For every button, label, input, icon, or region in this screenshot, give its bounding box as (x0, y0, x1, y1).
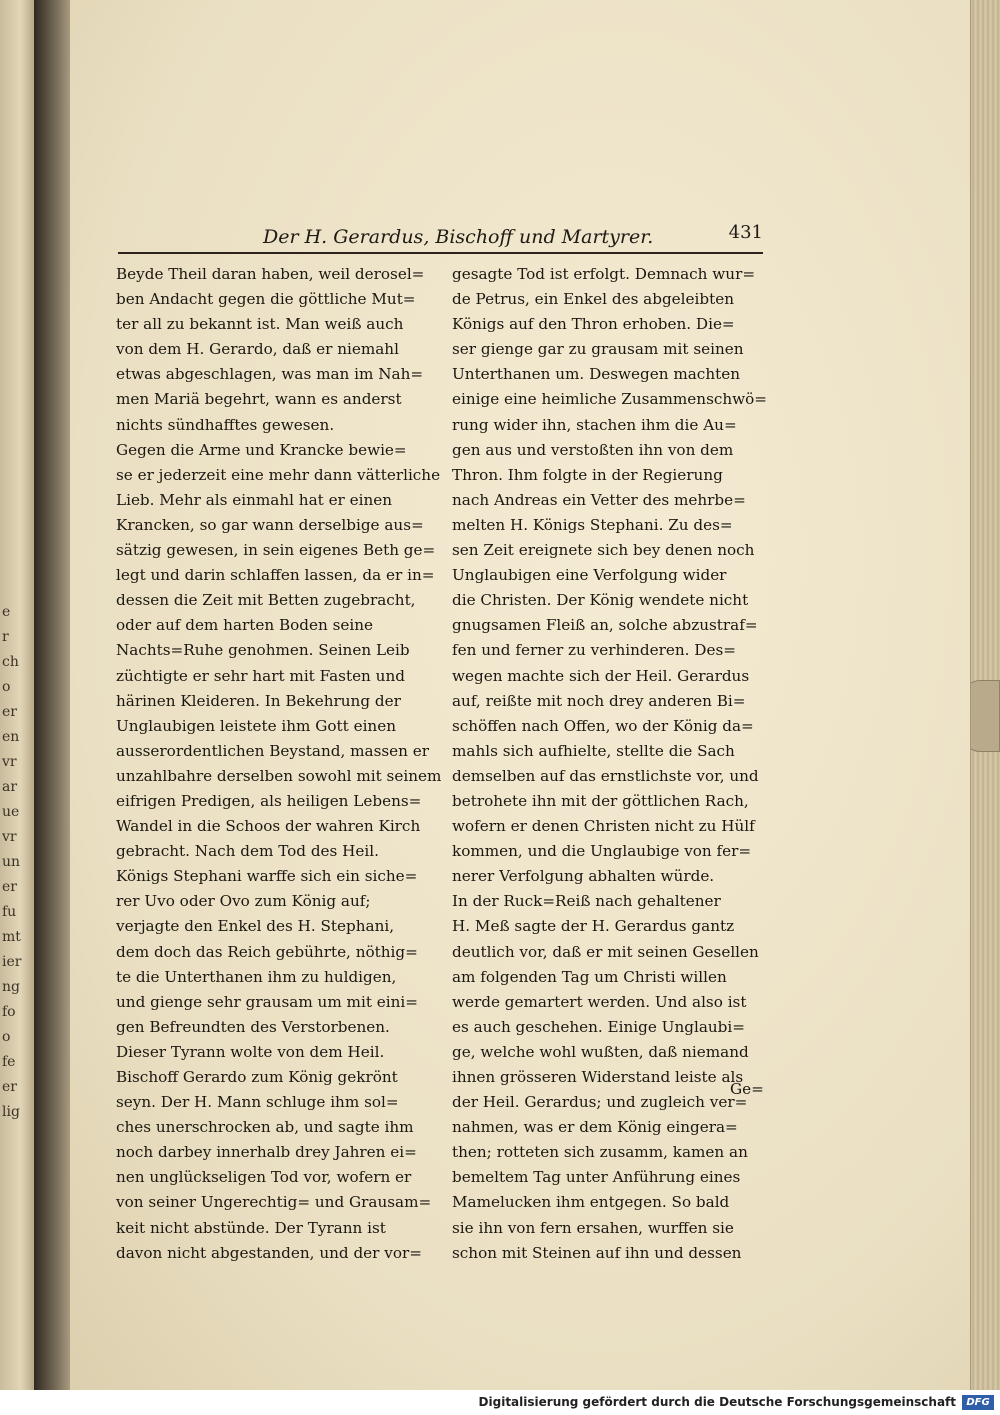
text-line: ches unerschrocken ab, und sagte ihm (116, 1118, 414, 1137)
catchword: Ge= (730, 1080, 764, 1098)
footer-bar (0, 1390, 1000, 1415)
facing-page-fragment: un (2, 854, 21, 870)
facing-page-fragment: ch (2, 654, 19, 670)
text-line: sie ihn von fern ersahen, wurffen sie (452, 1218, 734, 1237)
facing-page-fragment: ier (2, 954, 22, 970)
text-line: einige eine heimliche Zusammenschwö= (452, 390, 768, 409)
text-line: der Heil. Gerardus; und zugleich ver= (452, 1093, 748, 1112)
text-line: Wandel in die Schoos der wahren Kirch (116, 817, 421, 836)
text-line: nen unglückseligen Tod vor, wofern er (116, 1168, 412, 1187)
text-line: noch darbey innerhalb drey Jahren ei= (116, 1143, 417, 1162)
text-line: Bischoff Gerardo zum König gekrönt (116, 1068, 398, 1086)
text-line: Dieser Tyrann wolte von dem Heil. (116, 1042, 385, 1061)
text-line: Krancken, so gar wann derselbige aus= (116, 515, 424, 534)
text-line: nichts sündhafftes gewesen. (116, 415, 335, 434)
text-line: Unglaubigen eine Verfolgung wider (452, 566, 727, 585)
text-line: davon nicht abgestanden, und der vor= (116, 1243, 422, 1262)
text-line: fen und ferner zu verhinderen. Des= (452, 641, 736, 660)
facing-page-fragment: en (2, 729, 20, 745)
text-line: se er jederzeit eine mehr dann vätterliche (116, 465, 441, 484)
text-line: ser gienge gar zu grausam mit seinen (452, 340, 744, 359)
facing-page-fragment: fe (2, 1054, 16, 1070)
text-line: Nachts=Ruhe genohmen. Seinen Leib (116, 641, 410, 660)
text-line: demselben auf das ernstlichste vor, und (452, 766, 759, 785)
text-line: rung wider ihn, stachen ihm die Au= (452, 415, 737, 434)
text-line: betrohete ihn mit der göttlichen Rach, (452, 791, 749, 810)
facing-page-fragment: vr (2, 754, 17, 770)
facing-page-fragment: er (2, 704, 17, 720)
text-line: Unterthanen um. Deswegen machten (452, 365, 740, 384)
text-line: gen Befreundten des Verstorbenen. (116, 1017, 390, 1036)
text-line: In der Ruck=Reiß nach gehaltener (452, 892, 721, 911)
text-line: von dem H. Gerardo, daß er niemahl (116, 340, 399, 359)
facing-page-fragment: e (2, 604, 11, 620)
page-number: 431 (728, 222, 763, 243)
text-line: ter all zu bekannt ist. Man weiß auch (116, 315, 404, 334)
text-line: es auch geschehen. Einige Unglaubi= (452, 1017, 745, 1036)
text-line: deutlich vor, daß er mit seinen Gesellen (452, 942, 759, 961)
text-line: sätzig gewesen, in sein eigenes Beth ge= (116, 541, 436, 560)
text-line: men Mariä begehrt, wann es anderst (116, 390, 402, 409)
text-line: te die Unterthanen ihm zu huldigen, (116, 967, 397, 986)
facing-page-fragment: o (2, 679, 11, 695)
running-head: Der H. Gerardus, Bischoff und Martyrer. (263, 226, 654, 248)
text-line: melten H. Königs Stephani. Zu des= (452, 515, 733, 534)
text-line: gesagte Tod ist erfolgt. Demnach wur= (452, 265, 756, 283)
text-line: dem doch das Reich gebührte, nöthig= (116, 942, 418, 961)
text-line: eifrigen Predigen, als heiligen Lebens= (116, 791, 422, 810)
text-line: Thron. Ihm folgte in der Regierung (452, 465, 723, 484)
text-line: Königs Stephani warffe sich ein siche= (116, 867, 418, 886)
facing-page-fragments (2, 600, 32, 1125)
facing-page-fragment: o (2, 1029, 11, 1045)
text-line: ausserordentlichen Beystand, massen er (116, 741, 429, 760)
facing-page-fragment: fo (2, 1004, 16, 1020)
text-line: nerer Verfolgung abhalten würde. (452, 867, 715, 886)
text-line: härinen Kleideren. In Bekehrung der (116, 691, 401, 710)
text-line: von seiner Ungerechtig= und Grausam= (116, 1193, 432, 1212)
text-line: bemeltem Tag unter Anführung eines (452, 1168, 741, 1187)
text-line: und gienge sehr grausam um mit eini= (116, 992, 418, 1011)
text-line: Königs auf den Thron erhoben. Die= (452, 315, 735, 334)
text-line: schöffen nach Offen, wo der König da= (452, 716, 754, 735)
text-line: ihnen grösseren Widerstand leiste als (452, 1068, 744, 1086)
text-line: gebracht. Nach dem Tod des Heil. (116, 842, 379, 861)
facing-page-fragment: r (2, 629, 9, 645)
text-line: gnugsamen Fleiß an, solche abzustraf= (452, 616, 758, 635)
text-line: Unglaubigen leistete ihm Gott einen (116, 716, 396, 735)
facing-page-fragment: vr (2, 829, 17, 845)
text-line: ge, welche wohl wußten, daß niemand (452, 1042, 749, 1061)
text-line: Lieb. Mehr als einmahl hat er einen (116, 490, 393, 509)
text-line: verjagte den Enkel des H. Stephani, (116, 917, 395, 936)
text-line: unzahlbahre derselben sowohl mit seinem (116, 766, 442, 785)
page-header (118, 222, 763, 254)
text-line: Mamelucken ihm entgegen. So bald (452, 1193, 730, 1212)
facing-page-fragment: ar (2, 779, 18, 795)
text-line: legt und darin schlaffen lassen, da er in= (116, 566, 435, 585)
dfg-logo: DFG (962, 1395, 994, 1410)
text-line: gen aus und verstoßten ihn von dem (452, 440, 734, 459)
facing-page-fragment: er (2, 1079, 17, 1095)
facing-page-fragment: ue (2, 804, 20, 820)
text-line: etwas abgeschlagen, was man im Nah= (116, 365, 424, 384)
text-line: Beyde Theil daran haben, weil derosel= (116, 265, 425, 283)
text-line: de Petrus, ein Enkel des abgeleibten (452, 290, 734, 309)
facing-page-fragment: lig (2, 1104, 20, 1120)
text-line: die Christen. Der König wendete nicht (452, 591, 749, 610)
text-line: schon mit Steinen auf ihn und dessen (452, 1243, 742, 1262)
left-text-column (116, 262, 446, 1266)
text-line: nahmen, was er dem König eingera= (452, 1118, 738, 1137)
text-line: dessen die Zeit mit Betten zugebracht, (116, 591, 416, 610)
facing-page-edge (0, 0, 34, 1390)
text-line: then; rotteten sich zusamm, kamen an (452, 1143, 748, 1162)
facing-page-fragment: ng (2, 979, 20, 995)
text-line: wofern er denen Christen nicht zu Hülf (452, 817, 755, 836)
text-line: seyn. Der H. Mann schluge ihm sol= (116, 1093, 399, 1112)
facing-page-fragment: fu (2, 904, 17, 920)
right-text-column (452, 262, 782, 1266)
text-line: wegen machte sich der Heil. Gerardus (452, 666, 750, 685)
text-line: auf, reißte mit noch drey anderen Bi= (452, 691, 746, 710)
text-line: rer Uvo oder Ovo zum König auf; (116, 892, 371, 911)
text-line: am folgenden Tag um Christi willen (452, 967, 727, 986)
text-line: ben Andacht gegen die göttliche Mut= (116, 290, 416, 309)
text-line: Gegen die Arme und Krancke bewie= (116, 440, 407, 459)
text-line: werde gemartert werden. Und also ist (452, 992, 747, 1011)
text-line: nach Andreas ein Vetter des mehrbe= (452, 490, 746, 509)
text-line: kommen, und die Unglaubige von fer= (452, 842, 752, 861)
text-line: züchtigte er sehr hart mit Fasten und (116, 666, 405, 685)
text-line: sen Zeit ereignete sich bey denen noch (452, 541, 755, 560)
facing-page-fragment: mt (2, 929, 21, 945)
text-line: H. Meß sagte der H. Gerardus gantz (452, 917, 735, 936)
facing-page-fragment: er (2, 879, 17, 895)
text-line: oder auf dem harten Boden seine (116, 616, 373, 635)
funding-credit: Digitalisierung gefördert durch die Deutsche Forschungsgemeinschaft (478, 1395, 956, 1409)
text-line: mahls sich aufhielte, stellte die Sach (452, 741, 735, 760)
text-line: keit nicht abstünde. Der Tyrann ist (116, 1218, 386, 1237)
